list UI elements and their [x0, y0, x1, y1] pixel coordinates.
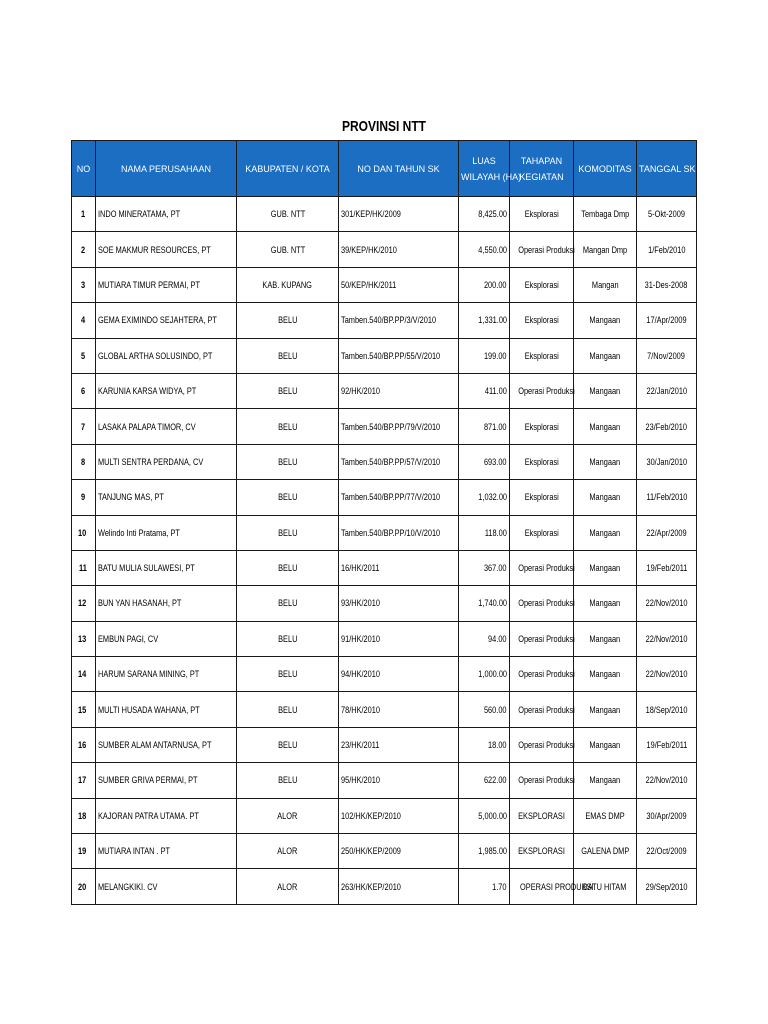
cell-komoditas: Mangaan [574, 515, 637, 550]
cell-no-dan-tahun-sk: 23/HK/2011 [339, 727, 459, 762]
cell-komoditas: Mangaan [574, 550, 637, 585]
cell-no-dan-tahun-sk: Tamben.540/BP.PP/77/V/2010 [339, 480, 459, 515]
cell-tahapan-kegiatan: Operasi Produksi [510, 232, 574, 267]
cell-komoditas: Mangaan [574, 409, 637, 444]
page-title: PROVINSI NTT [341, 118, 426, 135]
cell-no-dan-tahun-sk: 50/KEP/HK/2011 [339, 267, 459, 302]
cell-tahapan-kegiatan: OPERASI PRODUKSI [510, 869, 574, 904]
cell-kabupaten-kota: BELU [237, 763, 339, 798]
cell-komoditas: Tembaga Dmp [574, 197, 637, 232]
cell-kabupaten-kota: BELU [237, 338, 339, 373]
cell-luas-wilayah: 1,740.00 [459, 586, 510, 621]
cell-luas-wilayah: 94.00 [459, 621, 510, 656]
cell-tahapan-kegiatan: Eksplorasi [510, 338, 574, 373]
cell-nama-perusahaan: GLOBAL ARTHA SOLUSINDO, PT [96, 338, 237, 373]
cell-no: 2 [72, 232, 96, 267]
table-row [72, 197, 697, 232]
cell-luas-wilayah: 622.00 [459, 763, 510, 798]
cell-komoditas: Mangaan [574, 586, 637, 621]
cell-luas-wilayah: 18.00 [459, 727, 510, 762]
cell-nama-perusahaan: SOE MAKMUR RESOURCES, PT [96, 232, 237, 267]
cell-nama-perusahaan: MUTIARA TIMUR PERMAI, PT [96, 267, 237, 302]
cell-luas-wilayah: 560.00 [459, 692, 510, 727]
cell-kabupaten-kota: BELU [237, 586, 339, 621]
cell-kabupaten-kota: ALOR [237, 869, 339, 904]
cell-tanggal-sk: 22/Nov/2010 [637, 763, 697, 798]
cell-luas-wilayah: 1,985.00 [459, 834, 510, 869]
header-tanggal-sk: TANGGAL SK [637, 141, 697, 197]
table-row [72, 763, 697, 798]
cell-komoditas: Mangaan [574, 338, 637, 373]
cell-tanggal-sk: 22/Oct/2009 [637, 834, 697, 869]
cell-nama-perusahaan: KAJORAN PATRA UTAMA. PT [96, 798, 237, 833]
cell-no-dan-tahun-sk: 16/HK/2011 [339, 550, 459, 585]
cell-no-dan-tahun-sk: 93/HK/2010 [339, 586, 459, 621]
cell-tanggal-sk: 11/Feb/2010 [637, 480, 697, 515]
cell-tahapan-kegiatan: Operasi Produksi [510, 373, 574, 408]
cell-no-dan-tahun-sk: 91/HK/2010 [339, 621, 459, 656]
cell-komoditas: Mangaan [574, 657, 637, 692]
cell-no-dan-tahun-sk: 92/HK/2010 [339, 373, 459, 408]
cell-tanggal-sk: 19/Feb/2011 [637, 550, 697, 585]
cell-nama-perusahaan: TANJUNG MAS, PT [96, 480, 237, 515]
cell-nama-perusahaan: MELANGKIKI. CV [96, 869, 237, 904]
table-row [72, 232, 697, 267]
cell-no: 18 [72, 798, 96, 833]
cell-tahapan-kegiatan: Eksplorasi [510, 515, 574, 550]
cell-luas-wilayah: 5,000.00 [459, 798, 510, 833]
cell-no: 3 [72, 267, 96, 302]
table-header-row [72, 141, 697, 197]
cell-nama-perusahaan: BUN YAN HASANAH, PT [96, 586, 237, 621]
cell-komoditas: Mangaan [574, 692, 637, 727]
cell-tahapan-kegiatan: Operasi Produksi [510, 763, 574, 798]
cell-no: 5 [72, 338, 96, 373]
cell-nama-perusahaan: MULTI SENTRA PERDANA, CV [96, 444, 237, 479]
cell-no-dan-tahun-sk: 94/HK/2010 [339, 657, 459, 692]
cell-nama-perusahaan: INDO MINERATAMA, PT [96, 197, 237, 232]
cell-luas-wilayah: 1.70 [459, 869, 510, 904]
cell-no: 11 [72, 550, 96, 585]
cell-luas-wilayah: 1,032.00 [459, 480, 510, 515]
header-no-dan-tahun-sk: NO DAN TAHUN SK [339, 141, 459, 197]
cell-tahapan-kegiatan: Eksplorasi [510, 480, 574, 515]
cell-tanggal-sk: 19/Feb/2011 [637, 727, 697, 762]
cell-kabupaten-kota: ALOR [237, 798, 339, 833]
cell-komoditas: Mangaan [574, 480, 637, 515]
table-row [72, 267, 697, 302]
cell-komoditas: BATU HITAM [574, 869, 637, 904]
table-row [72, 657, 697, 692]
cell-no-dan-tahun-sk: Tamben.540/BP.PP/10/V/2010 [339, 515, 459, 550]
cell-no-dan-tahun-sk: 39/KEP/HK/2010 [339, 232, 459, 267]
cell-no: 15 [72, 692, 96, 727]
cell-no: 8 [72, 444, 96, 479]
cell-no: 13 [72, 621, 96, 656]
cell-tanggal-sk: 22/Nov/2010 [637, 621, 697, 656]
cell-no: 20 [72, 869, 96, 904]
cell-kabupaten-kota: BELU [237, 444, 339, 479]
cell-nama-perusahaan: BATU MULIA SULAWESI, PT [96, 550, 237, 585]
cell-kabupaten-kota: BELU [237, 515, 339, 550]
cell-kabupaten-kota: BELU [237, 657, 339, 692]
cell-nama-perusahaan: GEMA EXIMINDO SEJAHTERA, PT [96, 303, 237, 338]
cell-komoditas: GALENA DMP [574, 834, 637, 869]
cell-komoditas: Mangaan [574, 621, 637, 656]
cell-no: 19 [72, 834, 96, 869]
cell-tahapan-kegiatan: Operasi Produksi [510, 586, 574, 621]
cell-no-dan-tahun-sk: Tamben.540/BP.PP/57/V/2010 [339, 444, 459, 479]
cell-kabupaten-kota: BELU [237, 727, 339, 762]
header-nama-perusahaan: NAMA PERUSAHAAN [96, 141, 237, 197]
cell-kabupaten-kota: ALOR [237, 834, 339, 869]
cell-tahapan-kegiatan: Operasi Produksi [510, 657, 574, 692]
cell-luas-wilayah: 1,331.00 [459, 303, 510, 338]
cell-kabupaten-kota: GUB. NTT [237, 232, 339, 267]
cell-tahapan-kegiatan: Eksplorasi [510, 409, 574, 444]
table-row [72, 586, 697, 621]
cell-tahapan-kegiatan: Eksplorasi [510, 197, 574, 232]
cell-luas-wilayah: 200.00 [459, 267, 510, 302]
table-row [72, 338, 697, 373]
cell-tanggal-sk: 22/Jan/2010 [637, 373, 697, 408]
cell-luas-wilayah: 8,425.00 [459, 197, 510, 232]
cell-tahapan-kegiatan: Eksplorasi [510, 303, 574, 338]
cell-komoditas: EMAS DMP [574, 798, 637, 833]
cell-no-dan-tahun-sk: Tamben.540/BP.PP/55/V/2010 [339, 338, 459, 373]
cell-luas-wilayah: 411.00 [459, 373, 510, 408]
cell-kabupaten-kota: BELU [237, 409, 339, 444]
cell-tanggal-sk: 22/Apr/2009 [637, 515, 697, 550]
cell-tanggal-sk: 5-Okt-2009 [637, 197, 697, 232]
cell-komoditas: Mangaan [574, 444, 637, 479]
cell-nama-perusahaan: SUMBER ALAM ANTARNUSA, PT [96, 727, 237, 762]
cell-tahapan-kegiatan: Operasi Produksi [510, 550, 574, 585]
cell-no-dan-tahun-sk: 102/HK/KEP/2010 [339, 798, 459, 833]
cell-tanggal-sk: 30/Jan/2010 [637, 444, 697, 479]
cell-tahapan-kegiatan: Eksplorasi [510, 444, 574, 479]
cell-nama-perusahaan: HARUM SARANA MINING, PT [96, 657, 237, 692]
cell-luas-wilayah: 367.00 [459, 550, 510, 585]
cell-tanggal-sk: 1/Feb/2010 [637, 232, 697, 267]
cell-tahapan-kegiatan: Eksplorasi [510, 267, 574, 302]
table-row [72, 515, 697, 550]
company-table [71, 140, 697, 905]
cell-kabupaten-kota: BELU [237, 621, 339, 656]
cell-luas-wilayah: 199.00 [459, 338, 510, 373]
cell-nama-perusahaan: LASAKA PALAPA TIMOR, CV [96, 409, 237, 444]
cell-komoditas: Mangaan [574, 373, 637, 408]
table-row [72, 373, 697, 408]
cell-no: 9 [72, 480, 96, 515]
cell-no-dan-tahun-sk: 95/HK/2010 [339, 763, 459, 798]
cell-tahapan-kegiatan: Operasi Produksi [510, 621, 574, 656]
cell-tanggal-sk: 18/Sep/2010 [637, 692, 697, 727]
cell-nama-perusahaan: MUTIARA INTAN . PT [96, 834, 237, 869]
header-no: NO [72, 141, 96, 197]
cell-tanggal-sk: 17/Apr/2009 [637, 303, 697, 338]
cell-tahapan-kegiatan: Operasi Produksi [510, 727, 574, 762]
cell-no-dan-tahun-sk: 78/HK/2010 [339, 692, 459, 727]
cell-komoditas: Mangan Dmp [574, 232, 637, 267]
cell-kabupaten-kota: BELU [237, 480, 339, 515]
cell-tanggal-sk: 31-Des-2008 [637, 267, 697, 302]
cell-no: 10 [72, 515, 96, 550]
table-row [72, 621, 697, 656]
table-row [72, 692, 697, 727]
table-body [72, 197, 697, 905]
cell-no: 6 [72, 373, 96, 408]
cell-no: 4 [72, 303, 96, 338]
cell-luas-wilayah: 871.00 [459, 409, 510, 444]
cell-luas-wilayah: 1,000.00 [459, 657, 510, 692]
cell-tanggal-sk: 22/Nov/2010 [637, 586, 697, 621]
cell-luas-wilayah: 118.00 [459, 515, 510, 550]
cell-kabupaten-kota: KAB. KUPANG [237, 267, 339, 302]
cell-tahapan-kegiatan: EKSPLORASI [510, 798, 574, 833]
table-row [72, 550, 697, 585]
table-row [72, 444, 697, 479]
cell-nama-perusahaan: Welindo Inti Pratama, PT [96, 515, 237, 550]
cell-nama-perusahaan: SUMBER GRIVA PERMAI, PT [96, 763, 237, 798]
cell-no-dan-tahun-sk: Tamben.540/BP.PP/3/V/2010 [339, 303, 459, 338]
cell-tanggal-sk: 23/Feb/2010 [637, 409, 697, 444]
cell-kabupaten-kota: BELU [237, 373, 339, 408]
table-row [72, 834, 697, 869]
cell-kabupaten-kota: BELU [237, 692, 339, 727]
cell-no: 7 [72, 409, 96, 444]
cell-no: 17 [72, 763, 96, 798]
cell-no: 12 [72, 586, 96, 621]
cell-no-dan-tahun-sk: 263/HK/KEP/2010 [339, 869, 459, 904]
table-row [72, 798, 697, 833]
cell-kabupaten-kota: BELU [237, 550, 339, 585]
cell-nama-perusahaan: KARUNIA KARSA WIDYA, PT [96, 373, 237, 408]
cell-tanggal-sk: 29/Sep/2010 [637, 869, 697, 904]
cell-luas-wilayah: 693.00 [459, 444, 510, 479]
header-komoditas: KOMODITAS [574, 141, 637, 197]
cell-kabupaten-kota: GUB. NTT [237, 197, 339, 232]
cell-tanggal-sk: 22/Nov/2010 [637, 657, 697, 692]
cell-no-dan-tahun-sk: 301/KEP/HK/2009 [339, 197, 459, 232]
table-row [72, 409, 697, 444]
cell-komoditas: Mangaan [574, 763, 637, 798]
table-row [72, 480, 697, 515]
cell-komoditas: Mangaan [574, 303, 637, 338]
header-kabupaten-kota: KABUPATEN / KOTA [237, 141, 339, 197]
cell-no: 1 [72, 197, 96, 232]
cell-tahapan-kegiatan: EKSPLORASI [510, 834, 574, 869]
cell-no: 16 [72, 727, 96, 762]
cell-tanggal-sk: 30/Apr/2009 [637, 798, 697, 833]
cell-no-dan-tahun-sk: 250/HK/KEP/2009 [339, 834, 459, 869]
cell-no-dan-tahun-sk: Tamben.540/BP.PP/79/V/2010 [339, 409, 459, 444]
cell-tanggal-sk: 7/Nov/2009 [637, 338, 697, 373]
header-luas-wilayah: LUAS WILAYAH (HA) [459, 141, 510, 197]
cell-luas-wilayah: 4,550.00 [459, 232, 510, 267]
cell-no: 14 [72, 657, 96, 692]
cell-kabupaten-kota: BELU [237, 303, 339, 338]
table-row [72, 869, 697, 904]
cell-komoditas: Mangaan [574, 727, 637, 762]
cell-nama-perusahaan: EMBUN PAGI, CV [96, 621, 237, 656]
header-tahapan-kegiatan: TAHAPAN KEGIATAN [510, 141, 574, 197]
table-row [72, 303, 697, 338]
cell-komoditas: Mangan [574, 267, 637, 302]
cell-tahapan-kegiatan: Operasi Produksi [510, 692, 574, 727]
table-row [72, 727, 697, 762]
cell-nama-perusahaan: MULTI HUSADA WAHANA, PT [96, 692, 237, 727]
